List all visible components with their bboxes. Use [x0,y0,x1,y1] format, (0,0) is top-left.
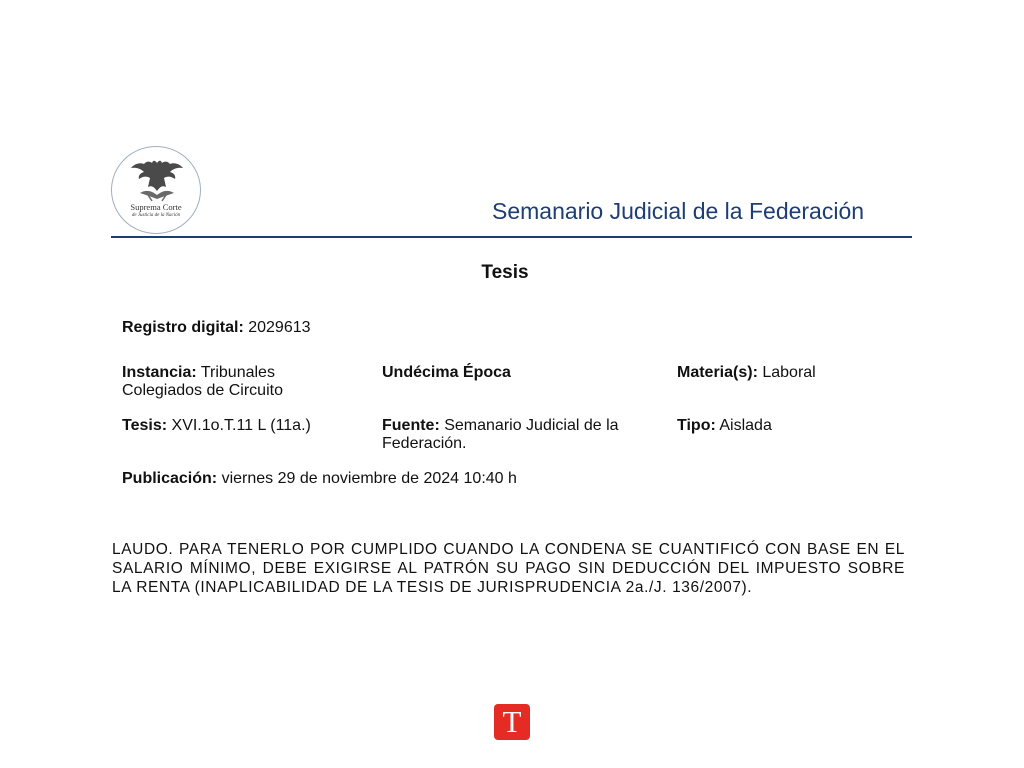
materia [677,364,816,382]
epoca-value: Undécima Época [382,364,511,381]
tipo-value: Aislada [719,417,772,434]
tesis-value: XVI.1o.T.11 L (11a.) [171,417,311,434]
registro-digital [122,319,311,337]
instancia-value: Tribunales Colegiados de Circuito [122,364,283,399]
logo-text: Suprema Corte [130,202,182,212]
registro-value: 2029613 [248,319,311,336]
scjn-logo [111,146,201,234]
epoca [382,364,511,382]
tesis-label: Tesis: [122,417,168,434]
publicacion-label: Publicación: [122,470,218,487]
logo-subtext: de Justicia de la Nación [131,213,181,218]
tipo-label: Tipo: [677,417,716,434]
eagle-icon [126,157,188,203]
instancia [122,364,332,400]
document-title: Tesis [481,262,529,283]
instancia-label: Instancia: [122,364,197,381]
publicacion-value: viernes 29 de noviembre de 2024 10:40 h [221,470,517,487]
tipo [677,417,772,435]
publicacion [122,470,517,488]
tesis [122,417,311,435]
materia-label: Materia(s): [677,364,758,381]
fuente-value: Semanario Judicial de la Federación. [382,417,619,452]
materia-value: Laboral [762,364,816,381]
header-divider [111,236,912,238]
registro-label: Registro digital: [122,319,244,336]
fuente-label: Fuente: [382,417,440,434]
fuente [382,417,657,453]
t-logo-icon: T [494,704,530,740]
tesis-rubro: LAUDO. PARA TENERLO POR CUMPLIDO CUANDO LA CONDENA SE CUANTIFICÓ CON BASE EN EL SALARIO MÍNIMO, DEBE EXIGIRSE AL PATRÓN SU PAGO SIN DEDUCCIÓN DEL IMPUESTO SOBRE LA RENTA (INAPLICABILIDAD DE LA TESIS DE JURISPRUDENCIA 2a./J. 136/2007). [112,541,905,596]
header-title: Semanario Judicial de la Federación [492,198,865,224]
